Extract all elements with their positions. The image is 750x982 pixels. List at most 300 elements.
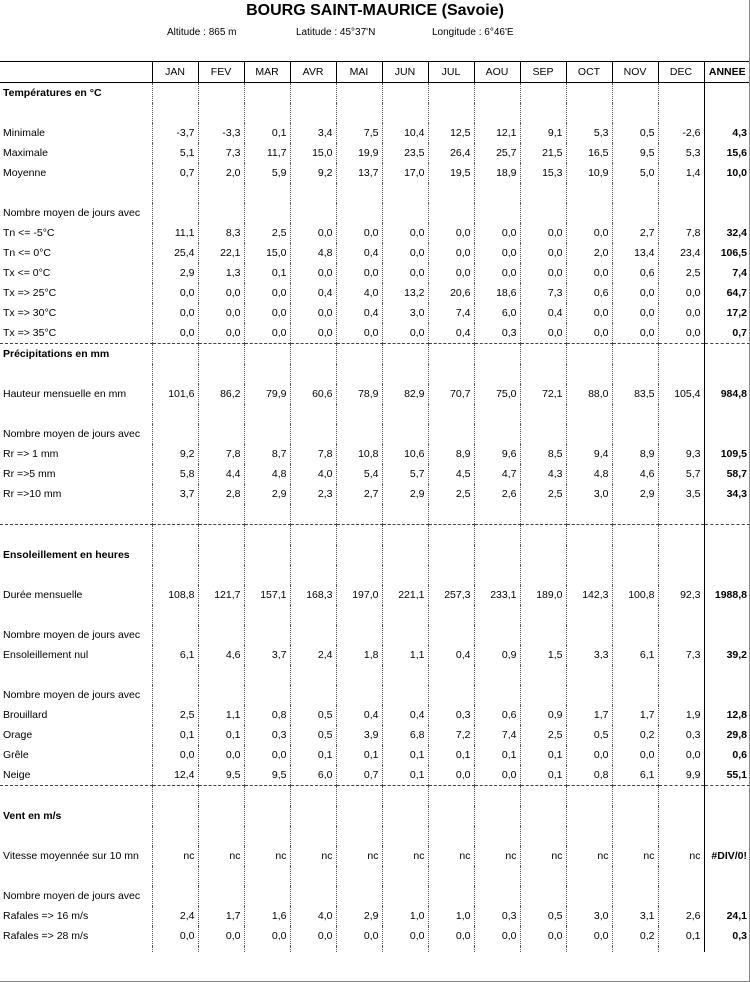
month-value bbox=[290, 806, 336, 826]
row-label bbox=[0, 665, 152, 685]
month-value bbox=[382, 685, 428, 705]
month-value: 3,7 bbox=[244, 645, 290, 665]
month-value: 0,0 bbox=[566, 303, 612, 323]
month-value bbox=[612, 665, 658, 685]
tail-cell bbox=[520, 946, 566, 952]
month-value bbox=[612, 866, 658, 886]
month-value bbox=[612, 605, 658, 625]
month-value bbox=[336, 625, 382, 645]
section-title: Températures en °C bbox=[3, 87, 102, 99]
month-value bbox=[612, 786, 658, 807]
month-value bbox=[428, 364, 474, 384]
month-value: 2,9 bbox=[152, 263, 198, 283]
month-value bbox=[520, 103, 566, 123]
annual-value: 1988,8 bbox=[704, 585, 750, 605]
month-value bbox=[474, 685, 520, 705]
month-value: 168,3 bbox=[290, 585, 336, 605]
month-value bbox=[244, 665, 290, 685]
section-title: Précipitations en mm bbox=[0, 344, 152, 365]
annual-value: 7,4 bbox=[704, 263, 750, 283]
annual-value bbox=[704, 103, 750, 123]
month-value: nc bbox=[290, 846, 336, 866]
month-value bbox=[244, 344, 290, 365]
month-value: 0,3 bbox=[428, 705, 474, 725]
annual-value bbox=[704, 866, 750, 886]
month-value: 4,5 bbox=[428, 464, 474, 484]
month-value: 4,4 bbox=[198, 464, 244, 484]
month-header: DEC bbox=[658, 62, 704, 83]
tail-cell bbox=[244, 946, 290, 952]
month-value bbox=[290, 183, 336, 203]
month-value bbox=[244, 886, 290, 906]
tail-cell bbox=[566, 946, 612, 952]
row-label: Nombre moyen de jours avec bbox=[3, 428, 141, 440]
month-value bbox=[520, 424, 566, 444]
month-header: JUL bbox=[428, 62, 474, 83]
month-value bbox=[336, 826, 382, 846]
month-value: -3,3 bbox=[198, 123, 244, 143]
month-value: 0,3 bbox=[474, 906, 520, 926]
month-value bbox=[244, 605, 290, 625]
row-label: Hauteur mensuelle en mm bbox=[3, 388, 127, 400]
blank-row bbox=[0, 866, 750, 886]
month-value: 2,0 bbox=[198, 163, 244, 183]
table-row bbox=[0, 926, 750, 946]
month-value: 0,0 bbox=[198, 926, 244, 946]
month-value bbox=[152, 826, 198, 846]
row-label: Rafales => 16 m/s bbox=[3, 910, 89, 922]
month-value: 25,7 bbox=[474, 143, 520, 163]
month-value bbox=[290, 83, 336, 104]
table-row bbox=[0, 163, 750, 183]
month-value: 0,4 bbox=[520, 303, 566, 323]
month-value bbox=[566, 103, 612, 123]
month-value bbox=[612, 364, 658, 384]
month-value bbox=[566, 625, 612, 645]
month-value: 4,6 bbox=[612, 464, 658, 484]
month-value bbox=[244, 525, 290, 546]
month-value: 5,8 bbox=[152, 464, 198, 484]
month-value bbox=[658, 404, 704, 424]
month-value bbox=[290, 203, 336, 223]
month-value bbox=[520, 886, 566, 906]
month-value: 5,7 bbox=[658, 464, 704, 484]
month-value: 3,3 bbox=[566, 645, 612, 665]
annual-value bbox=[704, 83, 750, 104]
month-value bbox=[474, 364, 520, 384]
month-value: 0,2 bbox=[612, 725, 658, 745]
month-value bbox=[152, 183, 198, 203]
row-label: Nombre moyen de jours avec bbox=[3, 207, 141, 219]
month-value bbox=[520, 866, 566, 886]
month-value: 0,0 bbox=[428, 223, 474, 243]
month-value: 1,9 bbox=[658, 705, 704, 725]
row-label: Rr =>10 mm bbox=[3, 488, 62, 500]
month-value bbox=[198, 344, 244, 365]
month-value bbox=[612, 183, 658, 203]
month-value: 0,0 bbox=[566, 263, 612, 283]
month-value bbox=[152, 103, 198, 123]
table-row bbox=[0, 283, 750, 303]
month-value bbox=[658, 605, 704, 625]
blank-row bbox=[0, 826, 750, 846]
month-value: 3,0 bbox=[382, 303, 428, 323]
month-header: AVR bbox=[290, 62, 336, 83]
month-value: 0,0 bbox=[244, 745, 290, 765]
table-row bbox=[0, 384, 750, 404]
month-value: 197,0 bbox=[336, 585, 382, 605]
month-value bbox=[244, 364, 290, 384]
month-value: 83,5 bbox=[612, 384, 658, 404]
row-label bbox=[0, 826, 152, 846]
month-value bbox=[474, 605, 520, 625]
annual-value bbox=[704, 344, 750, 365]
month-header: MAR bbox=[244, 62, 290, 83]
month-value bbox=[382, 565, 428, 585]
row-label: Orage bbox=[3, 729, 33, 741]
annual-value: 24,1 bbox=[704, 906, 750, 926]
table-row bbox=[0, 846, 750, 866]
month-value: 2,7 bbox=[612, 223, 658, 243]
month-value bbox=[336, 364, 382, 384]
month-value bbox=[244, 103, 290, 123]
month-value bbox=[198, 203, 244, 223]
month-value: 7,4 bbox=[474, 725, 520, 745]
month-header: NOV bbox=[612, 62, 658, 83]
month-value: 9,9 bbox=[658, 765, 704, 786]
tail-cell bbox=[0, 946, 152, 952]
month-value bbox=[474, 625, 520, 645]
month-value bbox=[612, 806, 658, 826]
header-corner bbox=[0, 62, 152, 83]
month-value bbox=[152, 424, 198, 444]
month-value: 2,8 bbox=[198, 484, 244, 504]
month-value: nc bbox=[658, 846, 704, 866]
month-value: 70,7 bbox=[428, 384, 474, 404]
month-value: nc bbox=[520, 846, 566, 866]
month-value bbox=[658, 806, 704, 826]
month-value bbox=[244, 424, 290, 444]
annual-value: #DIV/0! bbox=[704, 846, 750, 866]
month-value bbox=[520, 504, 566, 525]
row-label: Tx => 30°C bbox=[3, 307, 57, 319]
month-value bbox=[428, 83, 474, 104]
tail-row bbox=[0, 946, 750, 952]
month-value: 4,7 bbox=[474, 464, 520, 484]
month-value: 13,2 bbox=[382, 283, 428, 303]
month-value: 0,4 bbox=[290, 283, 336, 303]
month-value bbox=[428, 565, 474, 585]
month-value: 1,1 bbox=[198, 705, 244, 725]
month-value: 10,8 bbox=[336, 444, 382, 464]
month-value: 1,0 bbox=[382, 906, 428, 926]
longitude-text: Longitude : 6°46'E bbox=[432, 27, 514, 38]
month-value bbox=[566, 665, 612, 685]
month-value: 0,1 bbox=[658, 926, 704, 946]
month-value: 121,7 bbox=[198, 585, 244, 605]
month-value bbox=[520, 786, 566, 807]
month-value: 6,1 bbox=[612, 765, 658, 786]
month-value: 9,5 bbox=[198, 765, 244, 786]
month-value bbox=[612, 103, 658, 123]
month-value: 3,1 bbox=[612, 906, 658, 926]
month-value: 4,8 bbox=[566, 464, 612, 484]
month-value: 0,0 bbox=[244, 283, 290, 303]
month-value bbox=[152, 786, 198, 807]
month-value: -2,6 bbox=[658, 123, 704, 143]
row-label bbox=[0, 605, 152, 625]
month-value: 4,0 bbox=[290, 464, 336, 484]
row-label: Neige bbox=[3, 769, 31, 781]
month-value bbox=[474, 665, 520, 685]
row-label: Nombre moyen de jours avec bbox=[3, 689, 141, 701]
month-value: 2,5 bbox=[658, 263, 704, 283]
month-value bbox=[566, 364, 612, 384]
table-body bbox=[0, 83, 750, 953]
row-label bbox=[0, 404, 152, 424]
month-value: 189,0 bbox=[520, 585, 566, 605]
month-value bbox=[566, 685, 612, 705]
month-value bbox=[336, 886, 382, 906]
month-value: 75,0 bbox=[474, 384, 520, 404]
month-value: 15,0 bbox=[244, 243, 290, 263]
month-value: 10,9 bbox=[566, 163, 612, 183]
month-value bbox=[474, 886, 520, 906]
month-value bbox=[520, 344, 566, 365]
table-row bbox=[0, 585, 750, 605]
annual-value bbox=[704, 826, 750, 846]
month-value: 0,0 bbox=[198, 303, 244, 323]
month-value bbox=[658, 826, 704, 846]
month-value bbox=[428, 203, 474, 223]
month-value bbox=[382, 525, 428, 546]
annual-value bbox=[704, 183, 750, 203]
month-value bbox=[382, 83, 428, 104]
row-label: Rafales => 28 m/s bbox=[3, 930, 89, 942]
month-value bbox=[566, 424, 612, 444]
month-value bbox=[566, 806, 612, 826]
tail-cell bbox=[612, 946, 658, 952]
month-value bbox=[658, 183, 704, 203]
month-value bbox=[198, 404, 244, 424]
subheading-row bbox=[0, 625, 750, 645]
month-value: 4,8 bbox=[290, 243, 336, 263]
month-value bbox=[382, 424, 428, 444]
month-value: 0,0 bbox=[566, 926, 612, 946]
month-value bbox=[520, 605, 566, 625]
month-value: 0,5 bbox=[520, 906, 566, 926]
row-label: Tn <= 0°C bbox=[3, 247, 51, 259]
row-label: Vitesse moyennée sur 10 mn bbox=[3, 850, 139, 862]
month-value: 0,1 bbox=[382, 765, 428, 786]
month-value: 72,1 bbox=[520, 384, 566, 404]
month-value: 0,0 bbox=[382, 323, 428, 344]
month-value: 3,7 bbox=[152, 484, 198, 504]
month-value: 5,4 bbox=[336, 464, 382, 484]
table-row bbox=[0, 725, 750, 745]
row-label: Tx => 25°C bbox=[3, 287, 57, 299]
month-value bbox=[290, 866, 336, 886]
month-value: 15,0 bbox=[290, 143, 336, 163]
annual-value: 32,4 bbox=[704, 223, 750, 243]
section-row bbox=[0, 806, 750, 826]
month-value: nc bbox=[244, 846, 290, 866]
month-value bbox=[566, 183, 612, 203]
month-value: 20,6 bbox=[428, 283, 474, 303]
month-value bbox=[290, 665, 336, 685]
month-value bbox=[152, 504, 198, 525]
month-value: 2,5 bbox=[428, 484, 474, 504]
table-row bbox=[0, 464, 750, 484]
tail-cell bbox=[336, 946, 382, 952]
month-value: 157,1 bbox=[244, 585, 290, 605]
month-value: 0,9 bbox=[520, 705, 566, 725]
month-value: 2,3 bbox=[290, 484, 336, 504]
subheading-row bbox=[0, 203, 750, 223]
month-value: 92,3 bbox=[658, 585, 704, 605]
month-value: 0,0 bbox=[658, 745, 704, 765]
month-value bbox=[566, 504, 612, 525]
month-value bbox=[244, 565, 290, 585]
month-value: 0,1 bbox=[290, 745, 336, 765]
month-value: 86,2 bbox=[198, 384, 244, 404]
month-value bbox=[428, 103, 474, 123]
month-value: 2,6 bbox=[658, 906, 704, 926]
month-value: 0,0 bbox=[428, 263, 474, 283]
month-value bbox=[612, 203, 658, 223]
month-value: 2,5 bbox=[244, 223, 290, 243]
month-value bbox=[566, 866, 612, 886]
header-row bbox=[0, 62, 750, 83]
month-value: 0,4 bbox=[336, 243, 382, 263]
month-value bbox=[520, 565, 566, 585]
month-value: nc bbox=[336, 846, 382, 866]
annual-value: 55,1 bbox=[704, 765, 750, 786]
month-value bbox=[244, 545, 290, 565]
section-row bbox=[0, 83, 750, 104]
table-row bbox=[0, 484, 750, 504]
month-value bbox=[382, 545, 428, 565]
month-value: 7,2 bbox=[428, 725, 474, 745]
month-value bbox=[290, 103, 336, 123]
month-value: 0,0 bbox=[474, 243, 520, 263]
month-value bbox=[244, 203, 290, 223]
month-value: 0,4 bbox=[336, 705, 382, 725]
month-value: 0,0 bbox=[198, 745, 244, 765]
month-value bbox=[244, 866, 290, 886]
month-value bbox=[336, 525, 382, 546]
month-value bbox=[612, 545, 658, 565]
month-value: 3,5 bbox=[658, 484, 704, 504]
annual-value: 109,5 bbox=[704, 444, 750, 464]
month-value: 0,0 bbox=[336, 263, 382, 283]
annual-value: 39,2 bbox=[704, 645, 750, 665]
month-value bbox=[336, 103, 382, 123]
month-value: 0,0 bbox=[290, 263, 336, 283]
month-header: SEP bbox=[520, 62, 566, 83]
annual-value bbox=[704, 424, 750, 444]
month-value: 0,6 bbox=[474, 705, 520, 725]
month-value bbox=[612, 886, 658, 906]
month-value: 4,6 bbox=[198, 645, 244, 665]
month-value bbox=[336, 344, 382, 365]
month-value bbox=[428, 886, 474, 906]
month-value bbox=[198, 525, 244, 546]
tail-cell bbox=[658, 946, 704, 952]
month-value bbox=[152, 665, 198, 685]
month-value bbox=[244, 83, 290, 104]
month-value: 78,9 bbox=[336, 384, 382, 404]
month-value bbox=[290, 605, 336, 625]
month-value: 9,5 bbox=[244, 765, 290, 786]
annual-value bbox=[704, 525, 750, 546]
month-value: 7,4 bbox=[428, 303, 474, 323]
month-value: 0,1 bbox=[520, 765, 566, 786]
month-value bbox=[198, 806, 244, 826]
month-value: 0,6 bbox=[612, 263, 658, 283]
month-value bbox=[520, 685, 566, 705]
month-value: 0,1 bbox=[198, 725, 244, 745]
month-value: 9,4 bbox=[566, 444, 612, 464]
month-value: 7,8 bbox=[198, 444, 244, 464]
month-value bbox=[244, 826, 290, 846]
month-value: 0,0 bbox=[520, 243, 566, 263]
row-label bbox=[0, 504, 152, 525]
month-value: 4,8 bbox=[244, 464, 290, 484]
month-value bbox=[474, 525, 520, 546]
month-value bbox=[474, 866, 520, 886]
month-value: 9,1 bbox=[520, 123, 566, 143]
blank-row bbox=[0, 786, 750, 807]
month-value bbox=[382, 103, 428, 123]
month-value bbox=[566, 886, 612, 906]
month-value bbox=[520, 404, 566, 424]
month-value: 0,0 bbox=[612, 745, 658, 765]
month-value: 19,9 bbox=[336, 143, 382, 163]
month-value bbox=[520, 183, 566, 203]
month-value: 2,5 bbox=[152, 705, 198, 725]
month-value bbox=[290, 404, 336, 424]
subheading-row bbox=[0, 424, 750, 444]
month-value: 0,2 bbox=[612, 926, 658, 946]
table-row bbox=[0, 123, 750, 143]
month-value: 5,3 bbox=[658, 143, 704, 163]
month-value: 0,0 bbox=[382, 223, 428, 243]
month-value: 2,9 bbox=[336, 906, 382, 926]
row-label bbox=[0, 786, 152, 807]
month-value: 2,6 bbox=[474, 484, 520, 504]
month-value bbox=[474, 83, 520, 104]
month-value bbox=[658, 525, 704, 546]
month-value: 3,0 bbox=[566, 906, 612, 926]
month-value: 5,9 bbox=[244, 163, 290, 183]
table-row bbox=[0, 243, 750, 263]
month-value bbox=[612, 565, 658, 585]
month-value: 0,1 bbox=[382, 745, 428, 765]
month-value: 12,4 bbox=[152, 765, 198, 786]
month-value: 7,3 bbox=[658, 645, 704, 665]
month-value bbox=[336, 665, 382, 685]
subheading-row bbox=[0, 685, 750, 705]
month-value bbox=[428, 826, 474, 846]
month-value: 0,3 bbox=[474, 323, 520, 344]
row-label bbox=[0, 183, 152, 203]
table-row bbox=[0, 263, 750, 283]
month-value: 3,9 bbox=[336, 725, 382, 745]
month-value: 2,0 bbox=[566, 243, 612, 263]
month-value bbox=[336, 404, 382, 424]
month-value: 0,0 bbox=[566, 745, 612, 765]
